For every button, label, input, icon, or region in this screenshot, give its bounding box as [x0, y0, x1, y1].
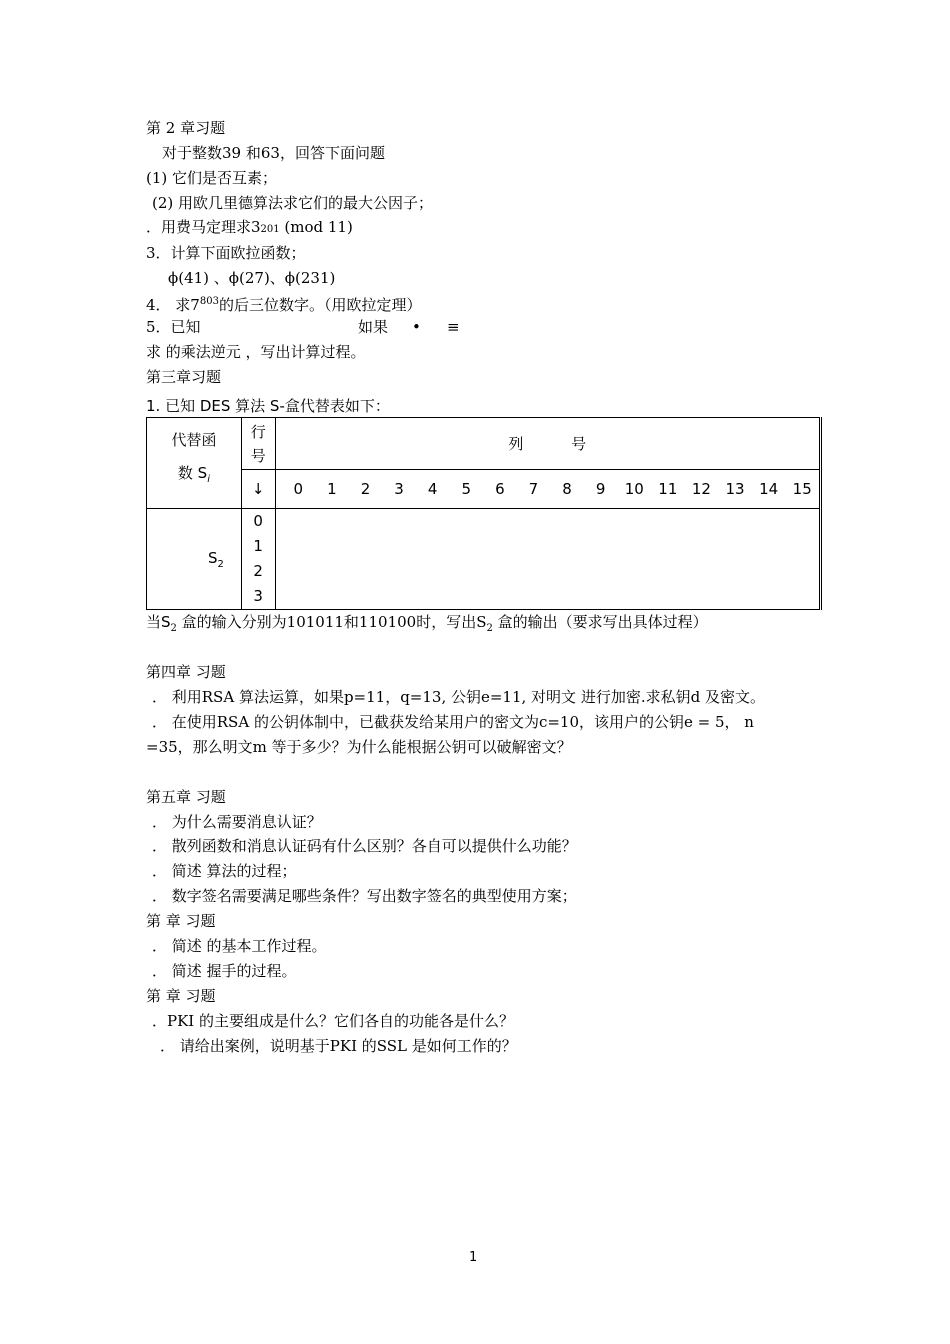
ch2-q1: (1) 它们是否互素；: [146, 169, 278, 187]
ch5-q2: ． 散列函数和消息认证码有什么区别？各自可以提供什么功能？: [152, 837, 577, 855]
ch6-q2: ． 简述 握手的过程。: [152, 962, 297, 980]
sbox-col-number: 10: [624, 480, 644, 498]
sbox-col-number: 8: [562, 480, 572, 498]
sbox-col-number: 3: [394, 480, 404, 498]
sbox-col-number: 13: [725, 480, 745, 498]
page-number: 1: [469, 1250, 478, 1265]
ch2-q6-line2: 求 的乘法逆元 ，写出计算过程。: [146, 343, 366, 361]
sbox-col-number: 6: [495, 480, 505, 498]
down-arrow-icon: ↓: [241, 470, 275, 509]
sbox-s2-label: $S_2$: [147, 509, 242, 610]
ch2-q6-dot: •: [412, 318, 421, 336]
sbox-col-number: 4: [427, 480, 438, 498]
sbox-col-number: 1: [327, 480, 337, 498]
ch4-q2a: ． 在使用RSA 的公钥体制中，已截获发给某用户的密文为c=10，该用户的公钥e = 5， n: [152, 713, 754, 731]
ch2-q3: ．用费马定理求3201 (mod 11): [146, 218, 353, 236]
ch2-intro: 对于整数39 和63，回答下面问题: [162, 144, 385, 162]
sbox-col-number: 11: [658, 480, 678, 498]
chapter5-title: 第五章 习题: [146, 788, 226, 806]
ch3-q1: 1. 已知 DES 算法 S-盒代替表如下：: [146, 397, 390, 415]
chapter2-title: 第 2 章习题: [146, 119, 226, 137]
ch2-q6-eq: ≡: [447, 318, 460, 336]
ch2-q6-b: 如果: [358, 318, 389, 336]
sbox-table: [146, 417, 822, 610]
chapter7-title: 第 章 习题: [146, 987, 216, 1005]
sbox-header-row: 行 号: [241, 418, 275, 470]
sbox-col-number: 14: [759, 480, 779, 498]
sbox-col-number: 7: [528, 480, 539, 498]
sbox-header-func: 代替函 数 $S_i$: [147, 418, 242, 509]
sbox-col-numbers: [275, 470, 821, 509]
ch3-after-table: 当$S_2$ 盒的输入分别为101011和110100时，写出$S_2$ 盒的输出（要求写出具体过程）: [146, 613, 708, 634]
chapter6-title: 第 章 习题: [146, 912, 216, 930]
sbox-values-empty: [275, 509, 821, 610]
ch2-q6-a: 5．已知: [146, 318, 201, 336]
ch2-q5: 4． 求$7^{803}$的后三位数字。（用欧拉定理）: [146, 296, 422, 314]
sbox-col-number: 12: [691, 480, 711, 498]
ch7-q2: ． 请给出案例，说明基于PKI 的SSL 是如何工作的？: [160, 1037, 517, 1055]
chapter3-title: 第三章习题: [146, 368, 222, 386]
sbox-col-number: 5: [461, 480, 472, 498]
ch2-q2: (2) 用欧几里德算法求它们的最大公因子；: [152, 194, 434, 212]
sbox-col-number: 9: [595, 480, 606, 498]
sbox-col-number: 2: [360, 480, 371, 498]
ch2-q4: 3．计算下面欧拉函数；: [146, 244, 306, 262]
sbox-header-col: 列 号: [275, 418, 821, 470]
ch5-q3: ． 简述 算法的过程；: [152, 862, 297, 880]
sbox-row-numbers: 0 1 2 3: [241, 509, 275, 610]
chapter4-title: 第四章 习题: [146, 663, 226, 681]
ch5-q1: ． 为什么需要消息认证？: [152, 813, 322, 831]
sbox-col-number: 15: [792, 480, 812, 498]
ch5-q4: ． 数字签名需要满足哪些条件？写出数字签名的典型使用方案；: [152, 887, 577, 905]
ch4-q2b: =35，那么明文m 等于多少？为什么能根据公钥可以破解密文？: [146, 738, 572, 756]
ch7-q1: ．PKI 的主要组成是什么？它们各自的功能各是什么？: [152, 1012, 514, 1030]
ch6-q1: ． 简述 的基本工作过程。: [152, 937, 327, 955]
sbox-col-number: 0: [293, 480, 304, 498]
ch2-q4-funcs: ϕ(41) 、ϕ(27)、ϕ(231): [168, 269, 336, 287]
ch4-q1: ． 利用RSA 算法运算，如果p=11，q=13, 公钥e=11, 对明文 进行加密.求私钥d 及密文。: [152, 688, 765, 706]
